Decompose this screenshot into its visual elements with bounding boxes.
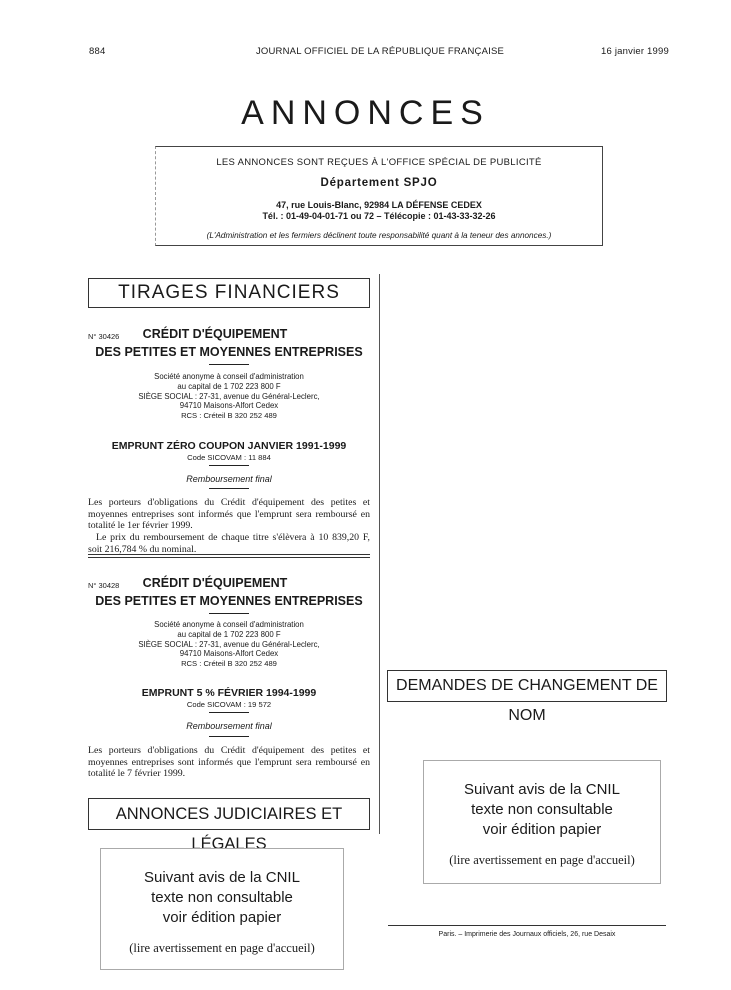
- company-details-line: SIÈGE SOCIAL : 27-31, avenue du Général-Leclerc,: [138, 391, 320, 401]
- cnil-note: (lire avertissement en page d'accueil): [129, 941, 315, 955]
- loan-title: EMPRUNT ZÉRO COUPON JANVIER 1991-1999: [111, 440, 347, 452]
- company-details-line: Société anonyme à conseil d'administration: [154, 372, 304, 381]
- journal-name: JOURNAL OFFICIEL DE LA RÉPUBLIQUE FRANÇAISE: [255, 46, 505, 57]
- loan-title: EMPRUNT 5 % FÉVRIER 1994-1999: [141, 687, 317, 699]
- publicity-intro: LES ANNONCES SONT REÇUES À L'OFFICE SPÉCIAL DE PUBLICITÉ: [216, 157, 542, 168]
- publicity-phone: Tél. : 01-49-04-01-71 ou 72 – Télécopie : 01-43-33-32-26: [262, 211, 496, 221]
- announcement-number: N° 30426: [88, 332, 120, 341]
- notice-text-price: Le prix du remboursement de chaque titre s'élèvera à 10 839,20 F, soit 216,784 % du nominal.: [88, 532, 370, 555]
- announcement-company-subtitle: DES PETITES ET MOYENNES ENTREPRISES: [95, 594, 363, 608]
- cnil-notice-box: [423, 760, 661, 884]
- announcement-company-name: CRÉDIT D'ÉQUIPEMENT: [142, 327, 288, 341]
- issue-date: 16 janvier 1999: [601, 46, 669, 57]
- company-details-line: SIÈGE SOCIAL : 27-31, avenue du Général-Leclerc,: [138, 639, 320, 649]
- cnil-line-1: Suivant avis de la CNIL: [464, 781, 620, 798]
- column-divider: [379, 274, 380, 834]
- publicity-disclaimer: (L'Administration et les fermiers déclinent toute responsabilité quant à la teneur des annonces.): [206, 231, 552, 240]
- separator: [88, 554, 370, 555]
- reimbursement-type: Remboursement final: [186, 474, 272, 484]
- cnil-line-3: voir édition papier: [162, 909, 282, 926]
- publicity-info-box: [155, 146, 603, 246]
- cnil-note: (lire avertissement en page d'accueil): [449, 853, 635, 867]
- cnil-line-2: texte non consultable: [471, 801, 613, 818]
- company-details-line: au capital de 1 702 223 800 F: [177, 381, 281, 391]
- rule: [209, 488, 249, 489]
- cnil-line-3: voir édition papier: [482, 821, 602, 838]
- section-tirages-financiers: TIRAGES FINANCIERS: [88, 278, 370, 308]
- company-details-line: Société anonyme à conseil d'administration: [154, 620, 304, 629]
- page-title: ANNONCES: [241, 94, 490, 132]
- rule: [209, 465, 249, 466]
- cnil-line-2: texte non consultable: [151, 889, 293, 906]
- sicovam-code: Code SICOVAM : 19 572: [186, 700, 272, 709]
- rule: [209, 712, 249, 713]
- publicity-address: 47, rue Louis-Blanc, 92984 LA DÉFENSE CEDEX: [276, 200, 482, 210]
- announcement-number: N° 30428: [88, 581, 120, 590]
- rule: [209, 364, 249, 365]
- notice-text: Les porteurs d'obligations du Crédit d'équipement des petites et moyennes entreprises sont informés que l'emprunt sera remboursé en totalité le 7 février 1999.: [88, 745, 370, 779]
- company-details-line: RCS : Créteil B 320 252 489: [181, 411, 277, 421]
- company-details-line: 94710 Maisons-Alfort Cedex: [179, 401, 279, 411]
- reimbursement-type: Remboursement final: [186, 721, 272, 731]
- rule: [209, 613, 249, 614]
- company-details-line: au capital de 1 702 223 800 F: [177, 629, 281, 639]
- announcement-company-subtitle: DES PETITES ET MOYENNES ENTREPRISES: [95, 345, 363, 359]
- cnil-line-1: Suivant avis de la CNIL: [144, 869, 300, 886]
- printer-line: Paris. – Imprimerie des Journaux officiels, 26, rue Desaix: [438, 931, 616, 938]
- rule: [209, 736, 249, 737]
- publicity-department: Département SPJO: [320, 177, 438, 189]
- section-annonces-judiciaires: ANNONCES JUDICIAIRES ET LÉGALES: [88, 798, 370, 830]
- announcement-company-name: CRÉDIT D'ÉQUIPEMENT: [142, 576, 288, 590]
- footer-rule: [388, 925, 666, 926]
- cnil-notice-box: [100, 848, 344, 970]
- page-number: 884: [89, 46, 106, 57]
- company-details-line: RCS : Créteil B 320 252 489: [181, 659, 277, 669]
- sicovam-code: Code SICOVAM : 11 884: [187, 453, 271, 462]
- company-details: [88, 620, 370, 669]
- section-changement-de-nom: DEMANDES DE CHANGEMENT DE NOM: [387, 670, 667, 702]
- company-details-line: 94710 Maisons-Alfort Cedex: [179, 649, 279, 659]
- company-details: [88, 372, 370, 421]
- notice-text: Les porteurs d'obligations du Crédit d'équipement des petites et moyennes entreprises sont informés que l'emprunt sera remboursé en totalité le 1er février 1999.: [88, 497, 370, 531]
- separator: [88, 557, 370, 558]
